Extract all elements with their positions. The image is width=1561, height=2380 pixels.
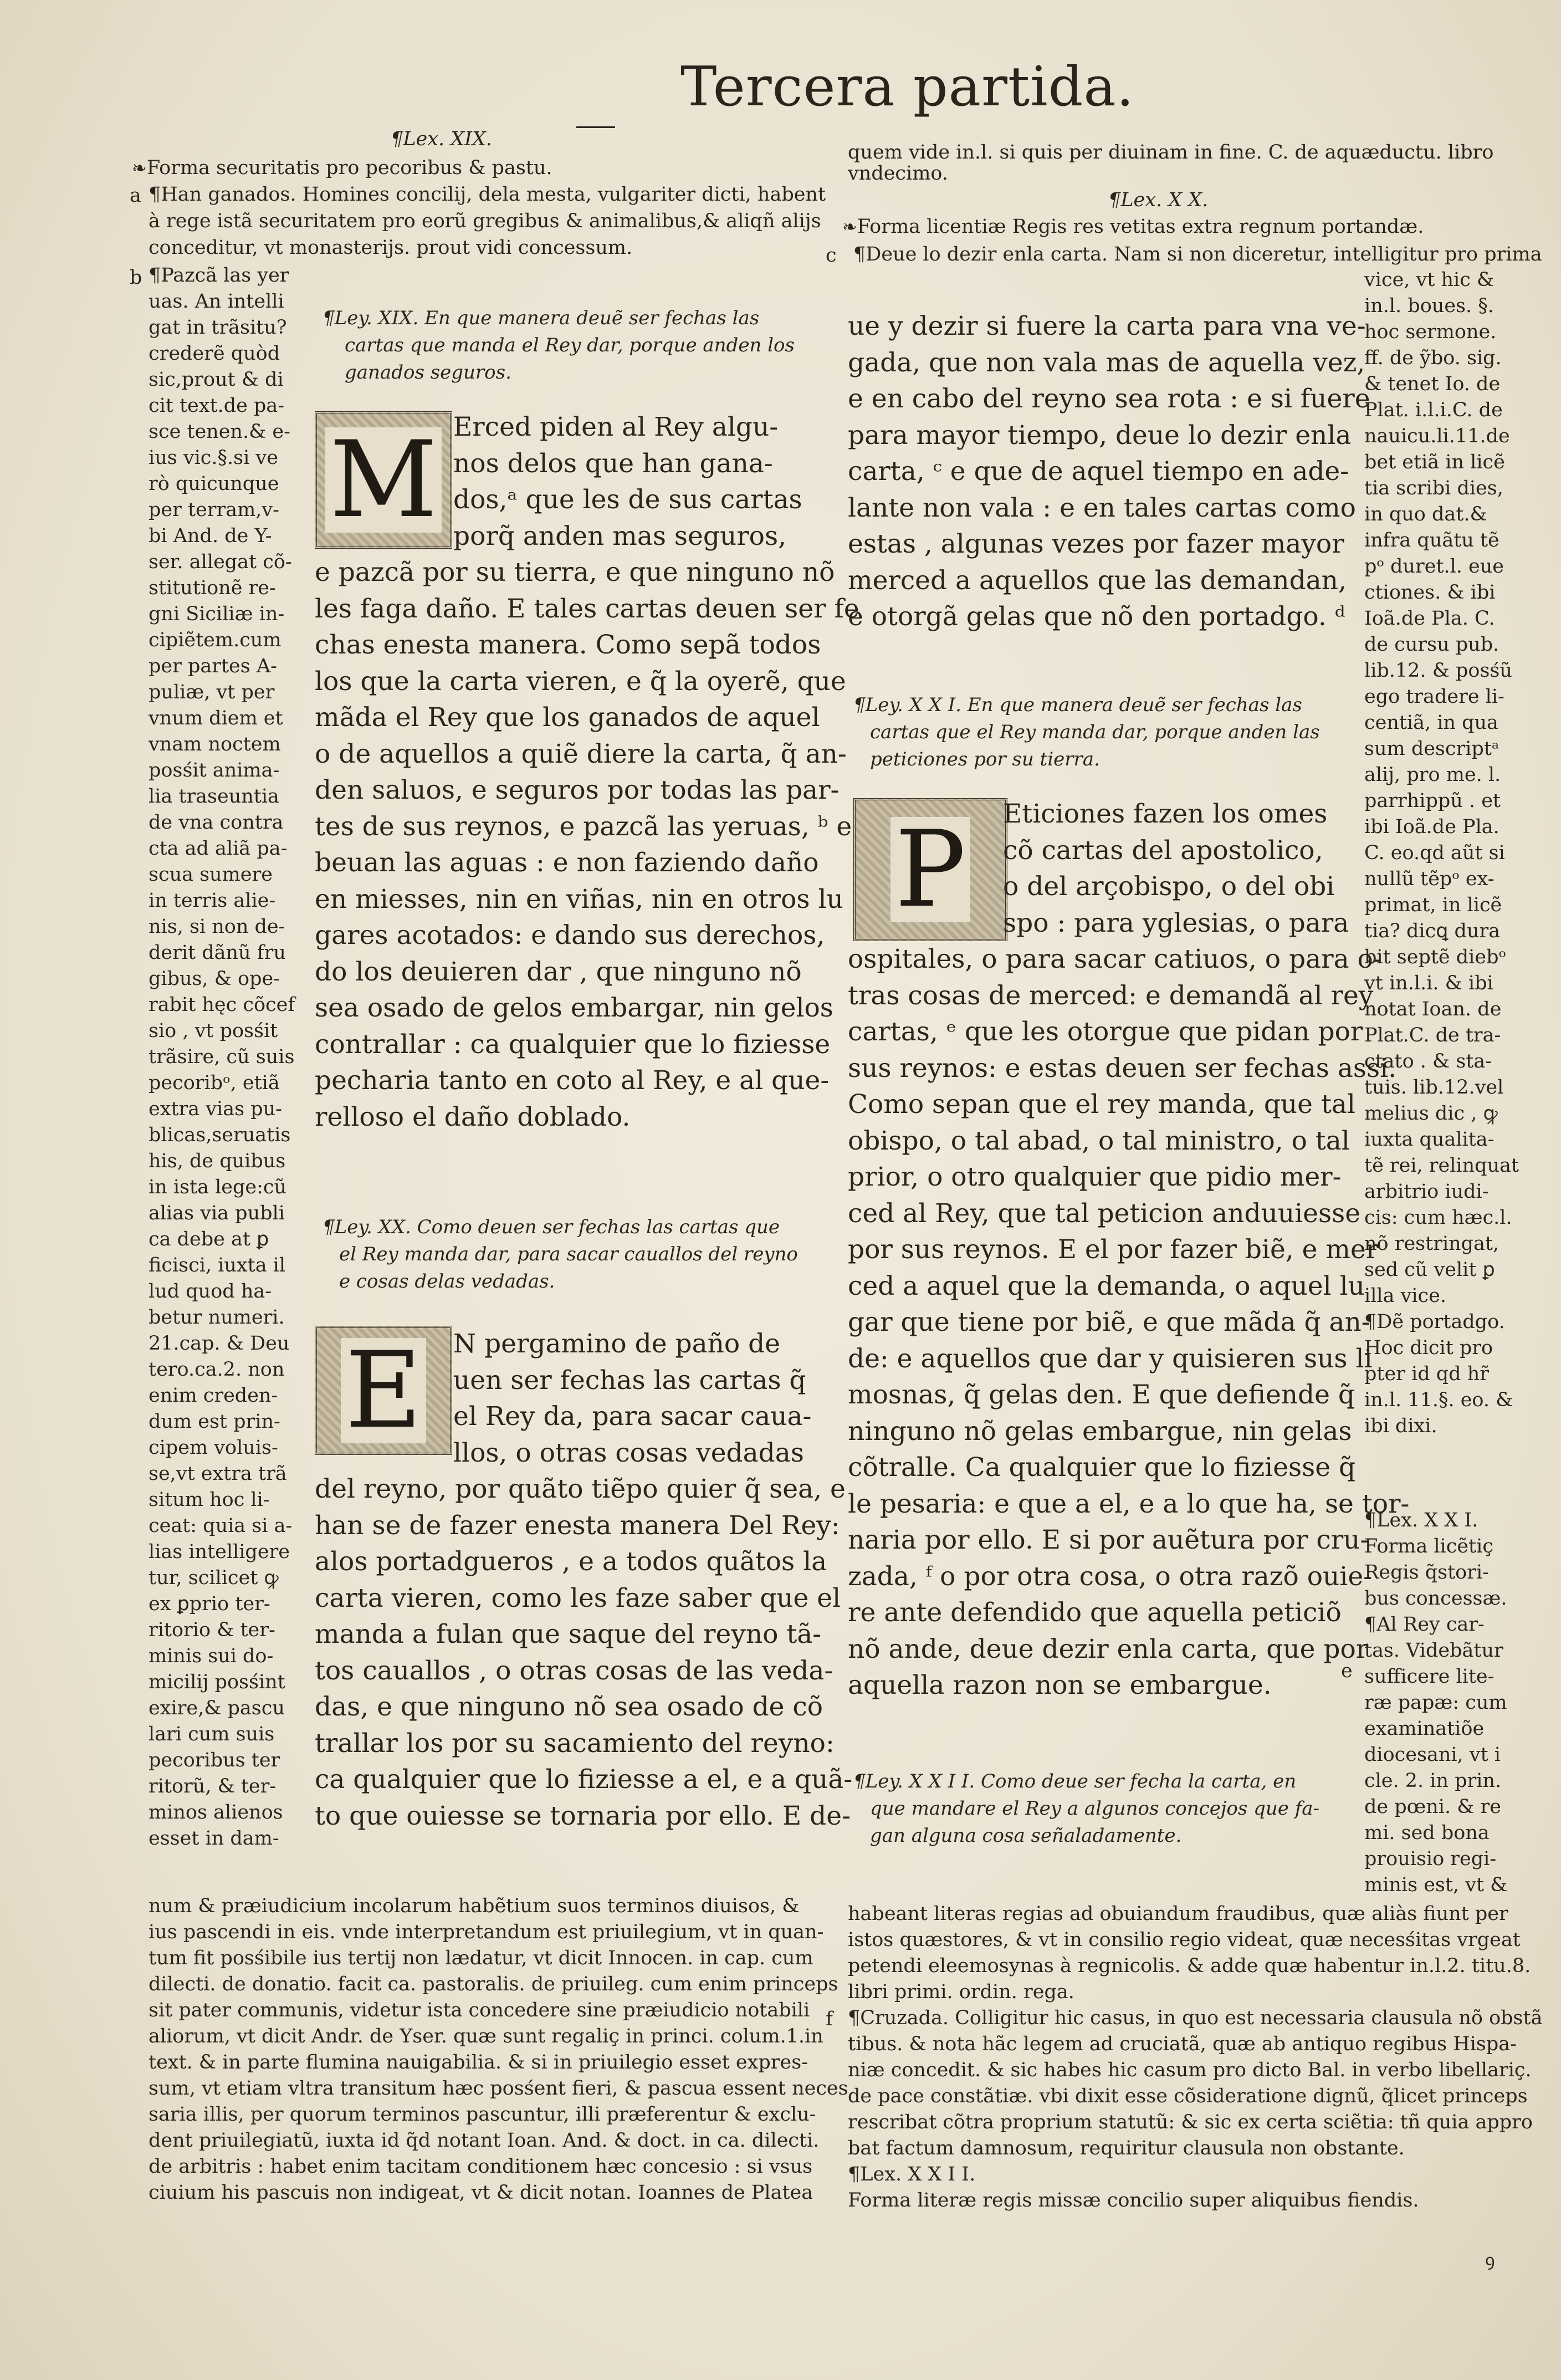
gloss-line: ❧Forma securitatis pro pecoribus & pastu. [132,157,552,179]
text-line: ninguno nõ gelas embargue, nin gelas [848,1416,1352,1447]
text-line: blicas,seruatis [149,1124,291,1146]
text-line: tos cauallos , o otras cosas de las veda- [315,1655,833,1686]
text-line: ius vic.§.si ve [149,447,278,469]
text-line: sus reynos: e estas deuen ser fechas assi. [848,1053,1397,1084]
text-line: Hoc dicit pro [1364,1337,1493,1359]
text-line: tas. Videbãtur [1364,1640,1503,1662]
text-line: ¶Al Rey car- [1364,1613,1485,1636]
drop-cap-m: M [315,411,452,549]
text-line: pecoribᵒ, etiã [149,1072,280,1094]
text-line: merced a aquellos que las demandan, [848,565,1347,596]
page-title: Tercera partida. [680,55,1134,119]
drop-cap-p: P [853,798,1007,941]
text-line: gada, que non vala mas de aquella vez, [848,347,1365,378]
text-line: ¶Lex. X X I I. [848,2163,976,2185]
law-22-rubric: ¶Ley. X X I I. Como deue ser fecha la carta, en que mandare el Rey a algunos concejos que fa- gan alguna cosa señaladamente. [853,1770,1320,1847]
text-line: Plat. i.l.i.C. de [1364,399,1503,421]
fleuron-icon: ❧ [842,216,857,237]
text-line: cipiẽtem.cum [149,629,282,651]
text-line: porq̃ anden mas seguros, [453,520,787,551]
gloss-line: à rege istã securitatem pro eorũ gregibus & animalibus,& aliqñ alijs [149,210,821,232]
text-line: nõ ande, deue dezir enla carta, que por [848,1633,1369,1664]
text-line: istos quæstores, & vt in consilio regio videat, quæ necesśitas vrgeat [848,1929,1521,1951]
text-line: manda a fulan que saque del reyno tã- [315,1619,822,1649]
text-line: mi. sed bona [1364,1822,1490,1844]
law-19-rubric: ¶Ley. XIX. En que manera deuẽ ser fechas las cartas que manda el Rey dar, porque anden los ganados seguros. [323,307,795,384]
text-line: iuxta qualita- [1364,1128,1495,1151]
text-line: mãda el Rey que los ganados de aquel [315,702,820,733]
text-line: estas , algunas vezes por fazer mayor [848,529,1344,559]
text-line: e otorgã gelas que nõ den portadgo. ᵈ [848,601,1345,632]
text-line: notat Ioan. de [1364,998,1502,1020]
text-line: in ista lege:cũ [149,1176,287,1198]
text-line: de cursu pub. [1364,634,1499,656]
text-line: ego tradere li- [1364,686,1504,708]
text-line: tẽ rei, relinquat [1364,1155,1519,1177]
text-line: cle. 2. in prin. [1364,1770,1502,1792]
text-line: ficisci, iuxta il [149,1254,286,1276]
text-line: do los deuieren dar , que ninguno nõ [315,956,802,987]
law-19-text [315,409,859,1135]
text-line: contrallar : ca qualquier que lo fiziesse [315,1029,831,1060]
text-line: minis sui do- [149,1645,274,1667]
text-line: e en cabo del reyno sea rota : e si fuere [848,384,1370,414]
left-margin-gloss [149,263,295,1852]
text-line: ue y dezir si fuere la carta para vna ve- [848,311,1366,341]
text-line: tur, scilicet ꝙ [149,1567,279,1589]
text-line: vnam noctem [149,733,281,755]
text-line: uen ser fechas las cartas q̃ [453,1365,806,1396]
text-line: en miesses, nin en viñas, nin en otros lu [315,883,843,915]
text-line: libri primi. ordin. rega. [848,1981,1074,2003]
text-line: das, e que ninguno nõ sea osado de cõ [315,1692,823,1722]
text-line: Forma licẽtiç [1364,1535,1493,1557]
text-line: ibi Ioã.de Pla. [1364,816,1499,838]
text-line: bus concessæ. [1364,1587,1507,1610]
text-line: saria illis, per quorum terminos pascuntur, illi præferentur & exclu- [149,2103,816,2126]
text-line: text. & in parte flumina nauigabilia. & si in priuilegio esset expres- [149,2051,808,2073]
drop-cap-e: E [315,1326,452,1455]
text-line: minis est, vt & [1364,1874,1508,1896]
text-line: lia traseuntia [149,785,279,808]
text-line: ex ꝑprio ter- [149,1593,270,1615]
text-line: zada, ᶠ o por otra cosa, o otra razõ ouie- [848,1561,1373,1592]
gloss-line: conceditur, vt monasterijs. prout vidi concessum. [149,237,633,259]
text-line: sed cũ velit ꝑ [1364,1259,1495,1281]
text-line: Forma literæ regis missæ concilio super aliquibus fiendis. [848,2189,1419,2212]
text-line: pter id qd hr̃ [1364,1363,1489,1385]
text-line: nullũ tẽpᵒ ex- [1364,868,1495,890]
text-line: in terris alie- [149,890,276,912]
text-line: alias via publi [149,1202,285,1224]
text-line: to que ouiesse se tornaria por ello. E de- [315,1800,851,1831]
text-line: N pergamino de paño de [453,1329,781,1359]
text-line: betur numeri. [149,1306,285,1329]
text-line: ff. de ỹbo. sig. [1364,347,1502,369]
text-line: nauicu.li.11.de [1364,425,1510,447]
text-line: dos,ᵃ que les de sus cartas [453,484,802,515]
text-line: dilecti. de donatio. facit ca. pastoralis. de priuileg. cum enim princeps [149,1973,838,1995]
text-line: den saluos, e seguros por todas las par- [315,775,840,805]
text-line: el Rey da, para sacar caua- [453,1401,812,1432]
text-line: Erced piden al Rey algu- [453,412,779,442]
text-line: vice, vt hic & [1364,269,1495,291]
text-line: de pœni. & re [1364,1796,1501,1818]
law-20-text [315,1326,852,1834]
text-line: Como sepan que el rey manda, que tal [848,1089,1355,1120]
text-line: ced al Rey, que tal peticion anduuiesse [848,1198,1361,1229]
text-line: alos portadgueros , e a todos quãtos la [315,1546,827,1577]
text-line: cõ cartas del apostolico, [1003,835,1323,866]
text-line: centiã, in qua [1364,712,1498,734]
lex-heading: ¶Lex. X X. [1108,189,1209,211]
text-line: lud quod ha- [149,1280,272,1303]
text-line: crederẽ quòd [149,343,280,365]
text-line: ciuium his pascuis non indigeat, vt & dicit notan. Ioannes de Platea [149,2182,813,2204]
text-line: trallar los por su sacamiento del reyno: [315,1728,835,1759]
text-line: Ioã.de Pla. C. [1364,607,1495,630]
law-21-text [848,796,1409,1704]
text-line: ritorio & ter- [149,1619,275,1641]
text-line: sufficere lite- [1364,1666,1495,1688]
text-line: diocesani, vt i [1364,1744,1501,1766]
text-line: sic,prout & di [149,369,284,391]
text-line: nos delos que han gana- [453,448,773,479]
text-line: in.l. boues. §. [1364,295,1494,317]
law-21-rubric: ¶Ley. X X I. En que manera deuẽ ser fechas las cartas que el Rey manda dar, porque anden las peticiones por su tierra. [853,694,1320,770]
text-line: nis, si non de- [149,916,285,938]
text-line: chas enesta manera. Como sepã todos [315,630,821,660]
gloss-line: ¶Deue lo dezir enla carta. Nam si non diceretur, intelligitur pro prima [853,243,1542,265]
text-line: Plat.C. de tra- [1364,1024,1501,1046]
text-line: bet etiã in licẽ [1364,451,1505,473]
text-line: naria por ello. E si por auẽtura por cru- [848,1525,1369,1555]
text-line: obispo, o tal abad, o tal ministro, o tal [848,1125,1350,1156]
text-line: lias intelligere [149,1541,290,1563]
text-line: e pazcã por su tierra, e que ninguno nõ [315,557,835,588]
text-line: se,vt extra trã [149,1463,287,1485]
text-line: spo : para yglesias, o para [1003,907,1349,938]
text-line: ctato . & sta- [1364,1050,1492,1072]
law-20-rubric: ¶Ley. XX. Como deuen ser fechas las cartas que el Rey manda dar, para sacar cauallos del reyno e cosas delas vedadas. [323,1216,798,1293]
text-line: cta ad aliã pa- [149,837,288,860]
text-line: nõ restringat, [1364,1233,1499,1255]
text-line: C. eo.qd aũt si [1364,842,1505,864]
text-line: minos alienos [149,1801,283,1824]
text-line: ¶Lex. X X I. [1364,1509,1478,1531]
text-line: pecoribus ter [149,1749,280,1771]
text-line: tum fit posśibile ius tertij non lædatur, vt dicit Innocen. in cap. cum [149,1947,813,1969]
text-line: gni Siciliæ in- [149,603,285,625]
text-line: per terram,v- [149,499,279,521]
text-line: pecharia tanto en coto al Rey, e al que- [315,1065,830,1096]
text-line: carta, ᶜ e que de aquel tiempo en ade- [848,456,1349,487]
text-line: & tenet Io. de [1364,373,1501,395]
text-line: cartas, ᵉ que les otorgue que pidan por [848,1017,1363,1047]
bottom-left-gloss [149,1893,848,2206]
text-line: bit septẽ diebᵒ [1364,946,1506,968]
text-line: de: e aquellos que dar y quisieren sus li [848,1343,1373,1374]
text-line: sea osado de gelos embargar, nin gelos [315,993,833,1023]
text-line: num & præiudicium incolarum habẽtium suos terminos diuisos, & [149,1895,800,1917]
text-line: de vna contra [149,811,284,834]
text-line: sum descriptᵃ [1364,738,1499,760]
text-line: mosnas, q̃ gelas den. E que defiende q̃ [848,1380,1355,1410]
text-line: micilij posśint [149,1671,285,1693]
text-line: cit text.de pa- [149,395,285,417]
text-line: puliæ, vt per [149,681,275,703]
text-line: sio , vt posśit [149,1020,278,1042]
gloss-line: ¶Han ganados. Homines concilij, dela mesta, vulgariter dicti, habent [149,183,826,206]
text-line: tia? dicꝗ dura [1364,920,1501,942]
text-line: alij, pro me. l. [1364,764,1501,786]
text-line: o de aquellos a quiẽ diere la carta, q̃ an- [315,738,847,769]
text-line: gat in trãsitu? [149,316,287,339]
text-line: primat, in licẽ [1364,894,1502,916]
text-line: tibus. & nota hãc legem ad cruciatã, quæ ab antiquo regibus Hispa- [848,2033,1517,2055]
text-line: gibus, & ope- [149,968,280,990]
text-line: relloso el daño doblado. [315,1101,631,1132]
text-line: niæ concedit. & sic habes hic casum pro dicto Bal. in verbo libellariç. [848,2059,1532,2081]
right-margin-gloss [1364,267,1519,1439]
text-line: rescribat cõtra proprium statutũ: & sic ex certa sciẽtia: tñ quia appro [848,2111,1533,2133]
text-line: sum, vt etiam vltra transitum hæc posśent fieri, & pascua essent neces [149,2077,848,2100]
text-line: ibi dixi. [1364,1415,1437,1437]
text-line: cipem voluis- [149,1437,278,1459]
text-line: cõtralle. Ca qualquier que lo fiziesse q̃ [848,1452,1356,1483]
text-line: 21.cap. & Deu [149,1332,290,1355]
text-line: aliorum, vt dicit Andr. de Yser. quæ sunt regaliç in princi. colum.1.in [149,2025,823,2047]
text-line: habeant literas regias ad obuiandum fraudibus, quæ aliàs fiunt per [848,1903,1508,1925]
gloss-line: ❧Forma licentiæ Regis res vetitas extra regnum portandæ. [842,216,1424,238]
text-line: han se de fazer enesta manera Del Rey: [315,1510,840,1541]
text-line: ctiones. & ibi [1364,581,1496,604]
text-line: prouisio regi- [1364,1848,1497,1870]
gloss-marker: e [1341,1660,1353,1682]
text-line: in.l. 11.§. eo. & [1364,1389,1513,1411]
text-line: llos, o otras cosas vedadas [453,1437,804,1468]
text-line: o del arçobispo, o del obi [1003,871,1335,902]
text-line: dent priuilegiatũ, iuxta id q̃d notant Ioan. And. & doct. in ca. dilecti. [149,2129,820,2152]
text-line: ¶Pazcã las yer [149,264,289,287]
text-line: extra vias pu- [149,1098,282,1120]
text-line: infra quãtu tẽ [1364,529,1499,551]
text-line: uas. An intelli [149,290,284,313]
text-line: dum est prin- [149,1411,280,1433]
text-line: para mayor tiempo, deue lo dezir enla [848,420,1352,451]
text-line: de arbitris : habet enim tacitam conditionem hæc concesio : si vsus [149,2156,813,2178]
text-line: melius dic , ꝙ [1364,1102,1498,1125]
law-20-continued [848,308,1370,635]
text-line: scua sumere [149,864,273,886]
text-line: ser. allegat cõ- [149,551,292,573]
text-line: del reyno, por quãto tiẽpo quier q̃ sea, e [315,1474,846,1504]
text-line: ¶Cruzada. Colligitur hic casus, in quo est necessaria clausula nõ obstã [848,2007,1543,2029]
gloss-marker: b [130,267,142,289]
text-line: de pace constãtiæ. vbi dixit esse cõsideratione dignũ, q̃licet princeps [848,2085,1528,2107]
text-line: his, de quibus [149,1150,286,1172]
text-line: ræ papæ: cum [1364,1692,1507,1714]
text-line: Eticiones fazen los omes [1003,799,1328,829]
text-line: ced a aquel que la demanda, o aquel lu [848,1270,1365,1301]
text-line: les faga daño. E tales cartas deuen ser fe [315,593,859,624]
fleuron-icon: ❧ [132,157,147,178]
text-line: posśit anima- [149,759,280,782]
gloss-line: vndecimo. [848,162,948,185]
text-line: ritorũ, & ter- [149,1775,277,1797]
right-margin-lex-21 [1364,1508,1507,1898]
text-line: tero.ca.2. non [149,1358,285,1381]
text-line: hoc sermone. [1364,321,1497,343]
text-line: bat factum damnosum, requiritur clausula non obstante. [848,2137,1405,2159]
text-line: tras cosas de merced: e demandã al rey [848,980,1374,1011]
text-line: arbitrio iudi- [1364,1181,1489,1203]
text-line: ceat: quia si a- [149,1515,293,1537]
text-line: sit pater communis, videtur ista concedere sine præiudicio notabili [149,1999,810,2021]
text-line: examinatiõe [1364,1718,1485,1740]
lex-heading: ¶Lex. XIX. [391,128,492,150]
text-line: rabit hęc cõcef [149,994,295,1016]
text-line: los que la carta vieren, e q̃ la oyerẽ, que [315,666,846,697]
text-line: lari cum suis [149,1723,275,1745]
text-line: ca debe at ꝑ [149,1228,269,1250]
text-line: derit dãnũ fru [149,942,286,964]
text-line: illa vice. [1364,1285,1446,1307]
text-line: ospitales, o para sacar catiuos, o para o- [848,944,1382,974]
text-line: ius pascendi in eis. vnde interpretandum est priuilegium, vt in quan- [149,1921,824,1943]
text-line: rò quicunque [149,473,279,495]
text-line: ca qualquier que lo fiziesse a el, e a quã- [315,1764,853,1795]
text-line: sce tenen.& e- [149,421,290,443]
text-line: in quo dat.& [1364,503,1487,525]
text-line: parrhippũ . et [1364,790,1501,812]
text-line: re ante defendido que aquella peticiõ [848,1597,1342,1628]
text-line: lante non vala : e en tales cartas como [848,492,1356,523]
text-line: gares acotados: e dando sus derechos, [315,920,825,951]
text-line: prior, o otro qualquier que pidio mer- [848,1162,1342,1192]
gloss-marker: c [826,244,837,267]
gloss-line: quem vide in.l. si quis per diuinam in fine. C. de aquæductu. libro [848,141,1494,164]
text-line: enim creden- [149,1385,278,1407]
text-line: tia scribi dies, [1364,477,1503,499]
text-line: cis: cum hæc.l. [1364,1207,1512,1229]
text-line: Regis q̃stori- [1364,1561,1490,1584]
text-line: situm hoc li- [149,1489,270,1511]
text-line: por sus reynos. E el por fazer biẽ, e mer [848,1234,1379,1265]
text-line: tuis. lib.12.vel [1364,1076,1504,1099]
text-line: gar que tiene por biẽ, e que mãda q̃ an- [848,1307,1370,1337]
text-line: vnum diem et [149,707,283,729]
text-line: le pesaria: e que a el, e a lo que ha, se tor- [848,1488,1410,1519]
header-rule [576,126,615,128]
text-line: petendi eleemosynas à regnicolis. & adde quæ habentur in.l.2. titu.8. [848,1955,1531,1977]
text-line: trãsire, cũ suis [149,1046,295,1068]
text-line: per partes A- [149,655,277,677]
text-line: lib.12. & posśũ [1364,660,1512,682]
text-line: esset in dam- [149,1827,279,1850]
text-line: carta vieren, como les faze saber que el [315,1582,841,1613]
text-line: aquella razon non se embargue. [848,1670,1272,1700]
bottom-right-gloss [848,1901,1542,2214]
text-line: exire,& pascu [149,1697,285,1719]
text-line: tes de sus reynos, e pazcã las yeruas, ᵇ e [315,811,852,842]
text-line: beuan las aguas : e non faziendo daño [315,847,819,878]
text-line: vt in.l.i. & ibi [1364,972,1493,994]
text-line: bi And. de Y- [149,525,272,547]
text-line: stitutionẽ re- [149,577,276,599]
text-line: ¶Dẽ portadgo. [1364,1311,1505,1333]
gloss-marker: f [826,2008,833,2030]
signature-mark: ꝯ [1485,2251,1495,2270]
gloss-marker: a [130,185,141,207]
text-line: pᵒ duret.l. eue [1364,555,1504,578]
